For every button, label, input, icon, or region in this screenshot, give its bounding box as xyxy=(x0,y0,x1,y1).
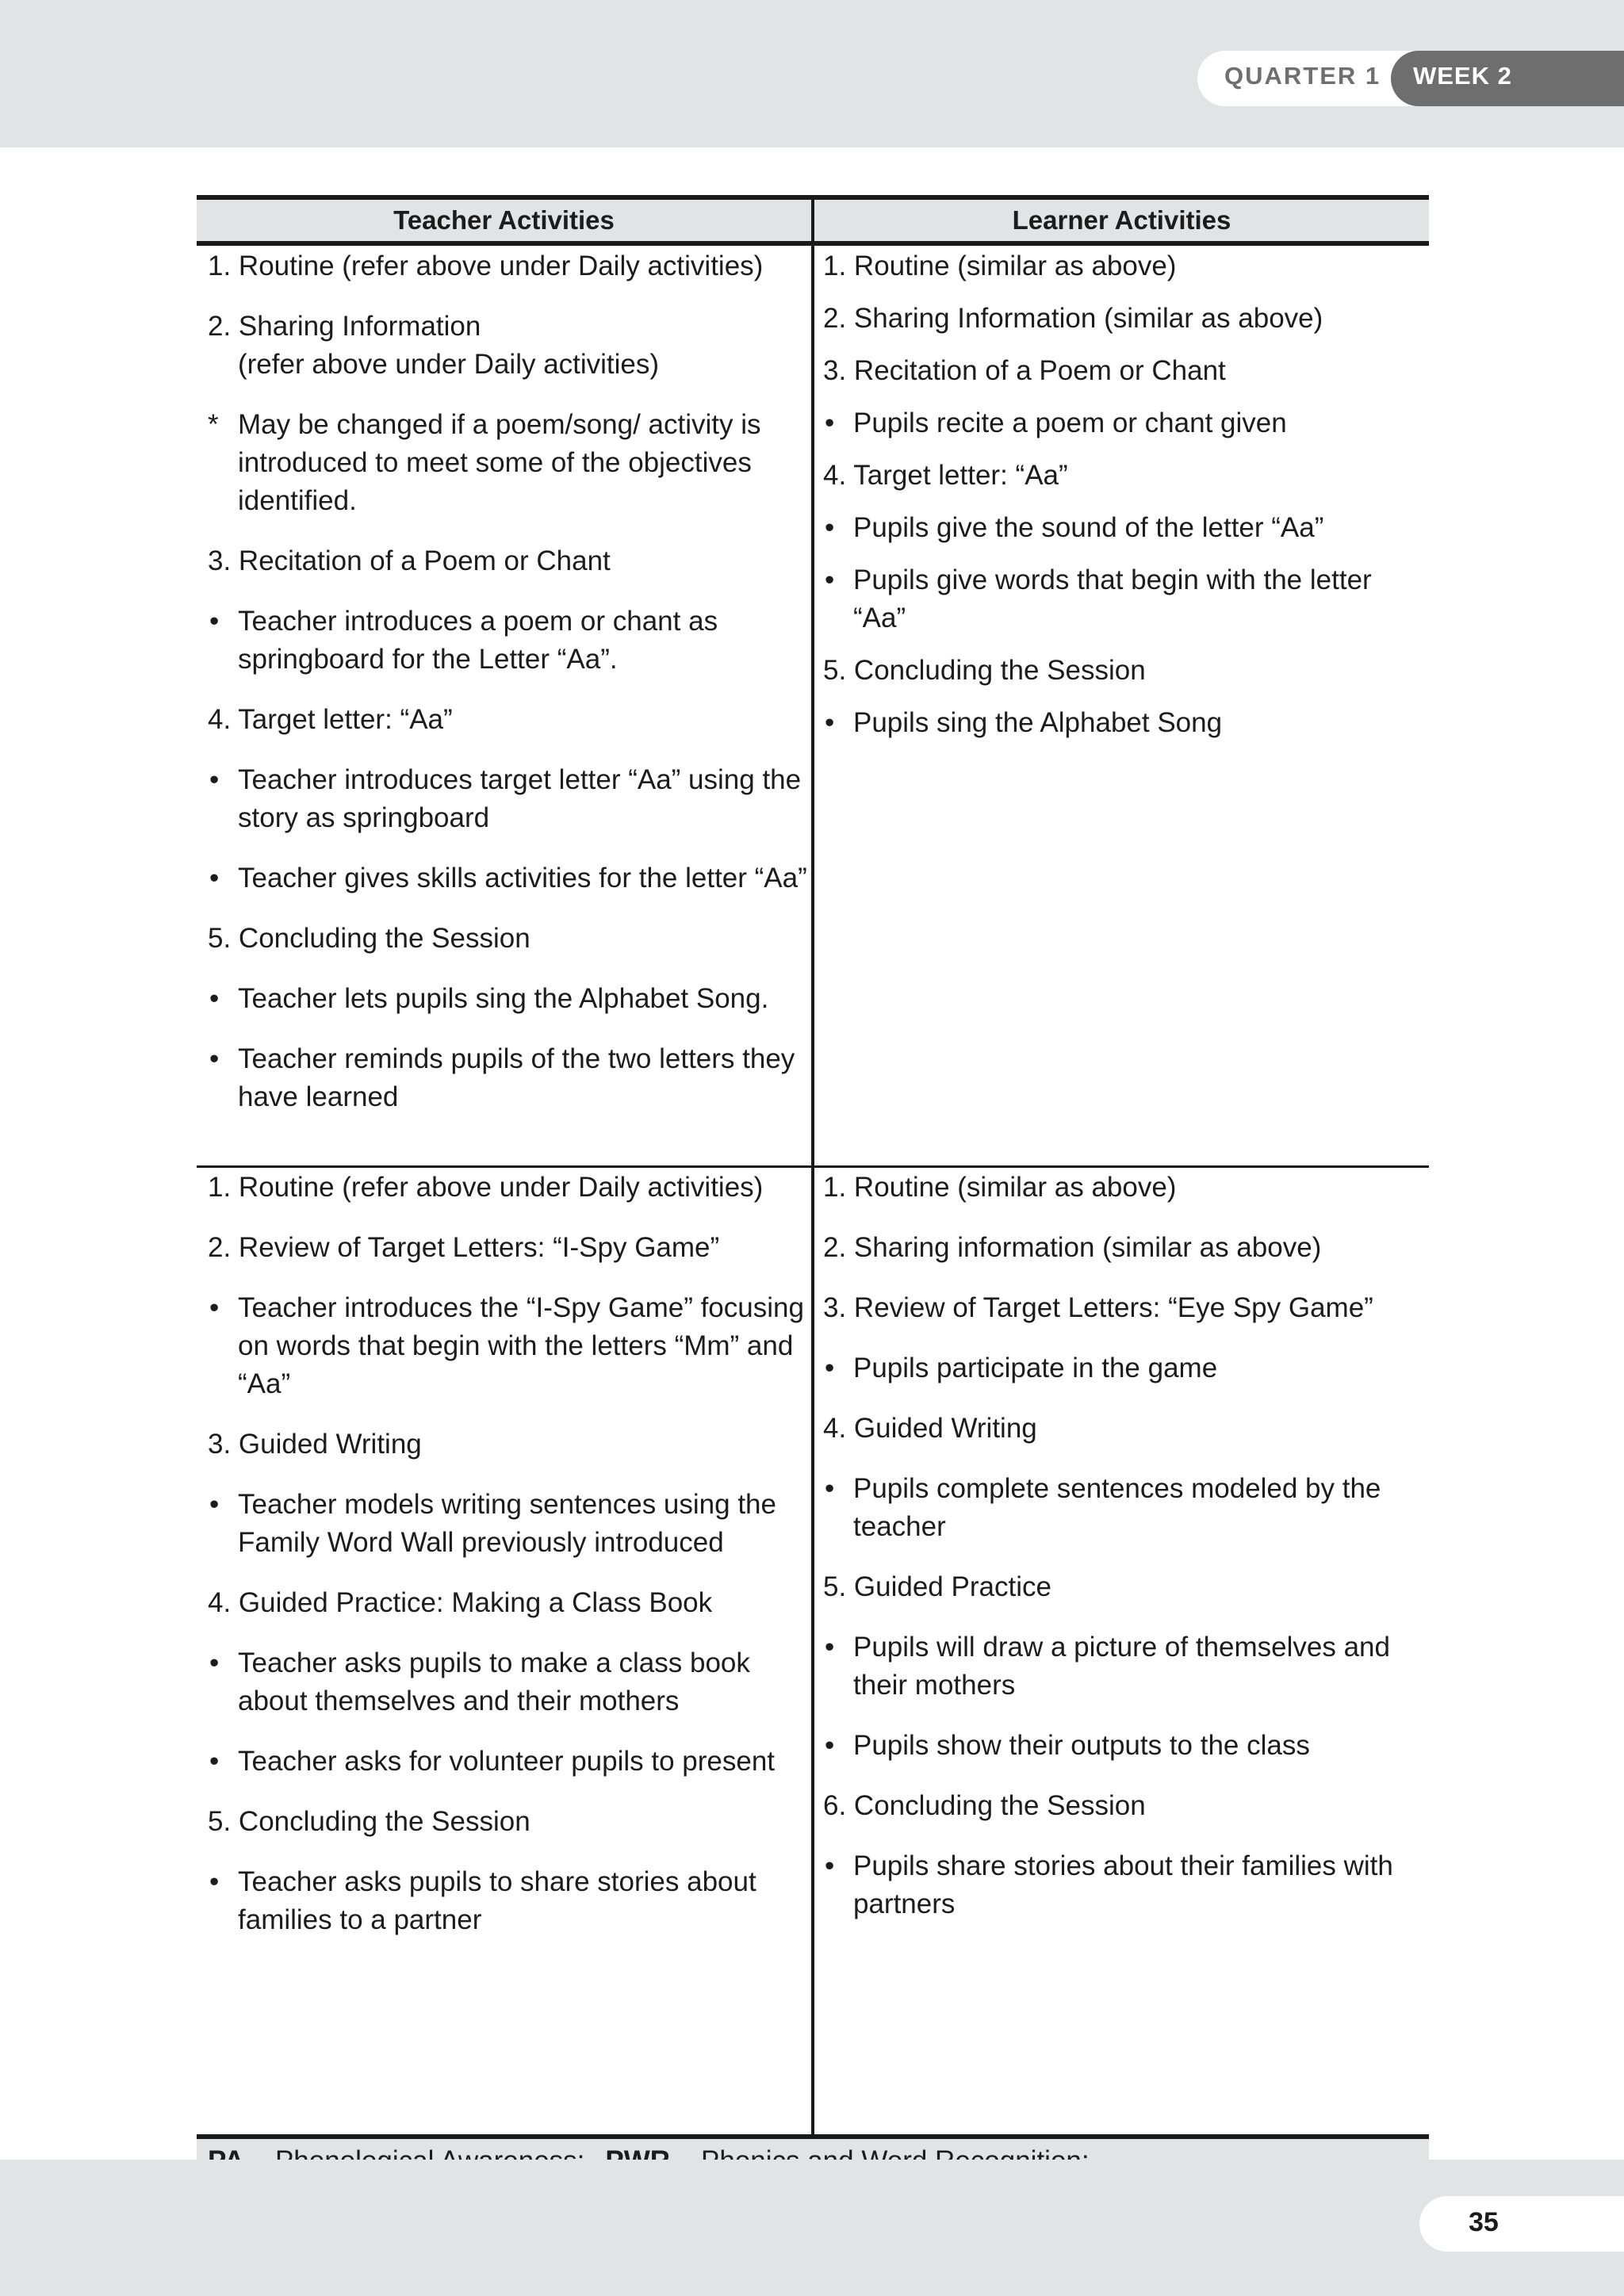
numbered-item xyxy=(823,1289,1426,1327)
numbered-item xyxy=(823,652,1426,690)
numbered-item-text: 2. Sharing Information xyxy=(208,311,481,342)
bullet-item: • Pupils share stories about their families with partners xyxy=(823,1847,1426,1923)
numbered-item-text: 2. Sharing information (similar as above) xyxy=(823,1232,1322,1263)
week-label: WEEK 2 xyxy=(1413,62,1512,90)
numbered-item-text: 3. Recitation of a Poem or Chant xyxy=(823,355,1226,386)
numbered-item xyxy=(208,920,810,958)
numbered-item xyxy=(208,308,810,384)
learner-activities-header: Learner Activities xyxy=(1012,205,1231,235)
numbered-item xyxy=(208,701,810,739)
bullet-item: • Pupils sing the Alphabet Song xyxy=(823,704,1426,742)
numbered-item xyxy=(208,1584,810,1622)
row1-learner-cell xyxy=(823,247,1426,756)
numbered-item xyxy=(208,542,810,580)
footer-band xyxy=(0,2160,1624,2296)
numbered-item-text: 5. Concluding the Session xyxy=(823,655,1146,686)
bullet-item: • Teacher asks pupils to share stories about families to a partner xyxy=(208,1863,810,1939)
numbered-item xyxy=(823,1229,1426,1267)
row1-teacher-cell xyxy=(208,247,810,1138)
numbered-item xyxy=(208,1803,810,1841)
numbered-item-text: 4. Guided Writing xyxy=(823,1413,1037,1444)
numbered-item xyxy=(208,247,810,285)
numbered-item xyxy=(823,1568,1426,1606)
bullet-item: • Teacher lets pupils sing the Alphabet Song. xyxy=(208,980,810,1018)
note-text: May be changed if a poem/song/ activity is introduced to meet some of the objectives identified. xyxy=(238,409,761,516)
numbered-item xyxy=(823,247,1426,285)
page-number-tab xyxy=(1419,2196,1624,2252)
quarter-label: QUARTER 1 xyxy=(1224,62,1381,90)
bullet-item: • Teacher introduces the “I-Spy Game” focusing on words that begin with the letters “Mm” and “Aa” xyxy=(208,1289,810,1403)
note-item xyxy=(208,406,810,520)
bullet-item: • Pupils participate in the game xyxy=(823,1349,1426,1387)
numbered-item-text: 2. Sharing Information (similar as above) xyxy=(823,303,1323,334)
bullet-item: • Teacher asks for volunteer pupils to present xyxy=(208,1743,810,1781)
bullet-item: • Teacher introduces a poem or chant as springboard for the Letter “Aa”. xyxy=(208,603,810,679)
numbered-item-text: 1. Routine (similar as above) xyxy=(823,1172,1177,1203)
row-divider xyxy=(197,1165,1429,1168)
numbered-item xyxy=(823,1787,1426,1825)
numbered-item-text: 2. Review of Target Letters: “I-Spy Game” xyxy=(208,1232,720,1263)
numbered-item xyxy=(823,1410,1426,1448)
bullet-item: • Pupils recite a poem or chant given xyxy=(823,404,1426,442)
numbered-item xyxy=(208,1169,810,1207)
bullet-item: • Teacher reminds pupils of the two letters they have learned xyxy=(208,1040,810,1116)
numbered-item-text: 5. Concluding the Session xyxy=(208,923,530,954)
bullet-item: • Teacher introduces target letter “Aa” using the story as springboard xyxy=(208,761,810,837)
column-divider xyxy=(811,195,814,246)
numbered-item xyxy=(823,457,1426,495)
teacher-activities-header: Teacher Activities xyxy=(393,205,615,235)
bullet-item: • Teacher gives skills activities for the letter “Aa” xyxy=(208,859,810,897)
week-tab xyxy=(1391,51,1624,106)
numbered-item-text: 1. Routine (refer above under Daily activities) xyxy=(208,1172,764,1203)
numbered-item xyxy=(823,1169,1426,1207)
numbered-item-text: 4. Target letter: “Aa” xyxy=(823,460,1068,491)
numbered-item-text: 4. Target letter: “Aa” xyxy=(208,704,453,735)
row2-teacher-cell xyxy=(208,1169,810,1961)
numbered-item xyxy=(208,1229,810,1267)
numbered-item-text: 1. Routine (refer above under Daily activities) xyxy=(208,251,764,281)
bullet-item: • Pupils show their outputs to the class xyxy=(823,1727,1426,1765)
numbered-item-text: 4. Guided Practice: Making a Class Book xyxy=(208,1587,713,1618)
numbered-item-text: 6. Concluding the Session xyxy=(823,1790,1146,1821)
page-number: 35 xyxy=(1469,2207,1499,2237)
numbered-item xyxy=(823,300,1426,338)
numbered-item-text: 5. Guided Practice xyxy=(823,1571,1051,1602)
numbered-item xyxy=(823,352,1426,390)
column-divider xyxy=(811,246,814,2134)
numbered-item-continuation: (refer above under Daily activities) xyxy=(238,349,660,380)
bullet-item: • Pupils will draw a picture of themselves and their mothers xyxy=(823,1628,1426,1705)
numbered-item xyxy=(208,1425,810,1464)
bullet-item: • Pupils complete sentences modeled by the teacher xyxy=(823,1470,1426,1546)
numbered-item-text: 3. Review of Target Letters: “Eye Spy Game” xyxy=(823,1292,1373,1323)
bullet-item: • Teacher asks pupils to make a class book about themselves and their mothers xyxy=(208,1644,810,1720)
numbered-item-text: 1. Routine (similar as above) xyxy=(823,251,1177,281)
numbered-item-text: 5. Concluding the Session xyxy=(208,1806,530,1837)
row2-learner-cell xyxy=(823,1169,1426,1946)
numbered-item-text: 3. Recitation of a Poem or Chant xyxy=(208,545,611,576)
asterisk-mark: * xyxy=(208,409,219,440)
numbered-item-text: 3. Guided Writing xyxy=(208,1429,422,1460)
bullet-item: • Pupils give words that begin with the letter “Aa” xyxy=(823,561,1426,637)
bullet-item: • Pupils give the sound of the letter “Aa” xyxy=(823,509,1426,547)
bullet-item: • Teacher models writing sentences using the Family Word Wall previously introduced xyxy=(208,1486,810,1562)
quarter-week-tabs xyxy=(1197,51,1624,106)
